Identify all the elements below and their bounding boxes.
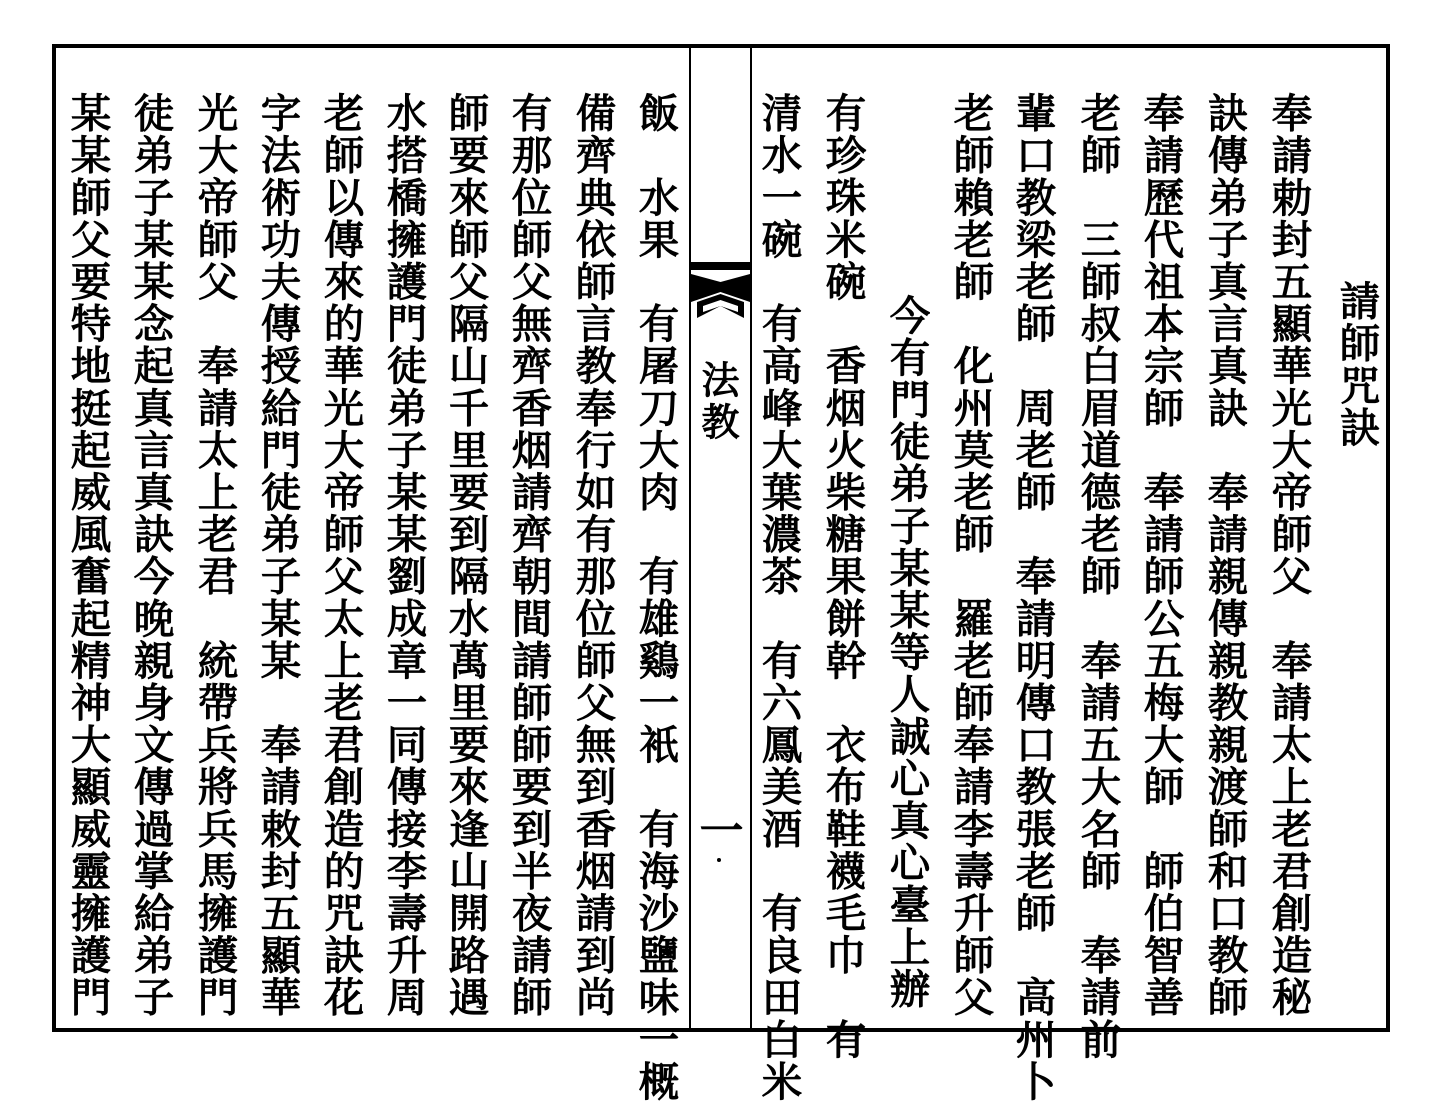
- right-page-column-8: 有珍珠米碗 香烟火柴糖果餅幹 衣布鞋襪毛巾 有: [818, 92, 867, 1061]
- left-page-column-9: 徒弟子某某念起真言真訣今晚親身文傳過掌給弟子: [126, 92, 175, 1019]
- gutter-right-rule: [750, 44, 752, 1032]
- gutter-left-rule: [689, 44, 691, 1032]
- gutter-dot: [717, 858, 721, 862]
- left-page-column-2: 備齊典依師言教奉行如有那位師父無到香烟請到尚: [568, 92, 617, 1019]
- left-page-column-10: 某某師父要特地挺起威風奮起精神大顯威靈擁護門: [63, 92, 112, 1019]
- book-section-title: 法教: [695, 360, 740, 444]
- left-page-column-4: 師要來師父隔山千里要到隔水萬里要來逢山開路遇: [441, 92, 490, 1019]
- right-page-column-4: 老師 三師叔白眉道德老師 奉請五大名師 奉請前: [1073, 92, 1122, 1061]
- right-page-column-6: 老師賴老師 化州莫老師 羅老師奉請李壽升師父: [946, 92, 995, 1019]
- right-page-column-7: 今有門徒弟子某某等人誠心真心臺上辦: [882, 210, 931, 1010]
- right-page-column-2: 訣傳弟子真言真訣 奉請親傳親教親渡師和口教師: [1200, 92, 1249, 1019]
- right-page-column-9: 清水一碗 有高峰大葉濃茶 有六鳳美酒 有良田白米: [754, 92, 803, 1102]
- right-page-column-1: 奉請勅封五顯華光大帝師父 奉請太上老君創造秘: [1264, 92, 1313, 1019]
- left-page-column-3: 有那位師父無齊香烟請齊朝間請師師要到半夜請師: [504, 92, 553, 1019]
- right-page-column-5: 輩口教梁老師 周老師 奉請明傳口教張老師 高州卜: [1008, 92, 1057, 1102]
- left-page-column-5: 水搭橋擁護門徒弟子某某劉成章一同傳接李壽升周: [379, 92, 428, 1019]
- page-frame: [52, 44, 1390, 1032]
- left-page-column-6: 老師以傳來的華光大帝師父太上老君創造的咒訣花: [316, 92, 365, 1019]
- left-page-column-1: 飯 水果 有屠刀大肉 有雄鷄一衹 有海沙鹽味一概: [631, 92, 680, 1102]
- left-page-column-7: 字法術功夫傳授給門徒弟子某某 奉請敕封五顯華: [253, 92, 302, 1019]
- left-page-column-8: 光大帝師父 奉請太上老君 統帶兵將兵馬擁護門: [190, 92, 239, 1019]
- right-page-column-3: 奉請歷代祖本宗師 奉請師公五梅大師 師伯智善: [1136, 92, 1185, 1019]
- page-number: 一: [699, 806, 744, 857]
- fishtail-ornament: [691, 262, 750, 324]
- right-page-title: 請師咒訣: [1332, 280, 1381, 449]
